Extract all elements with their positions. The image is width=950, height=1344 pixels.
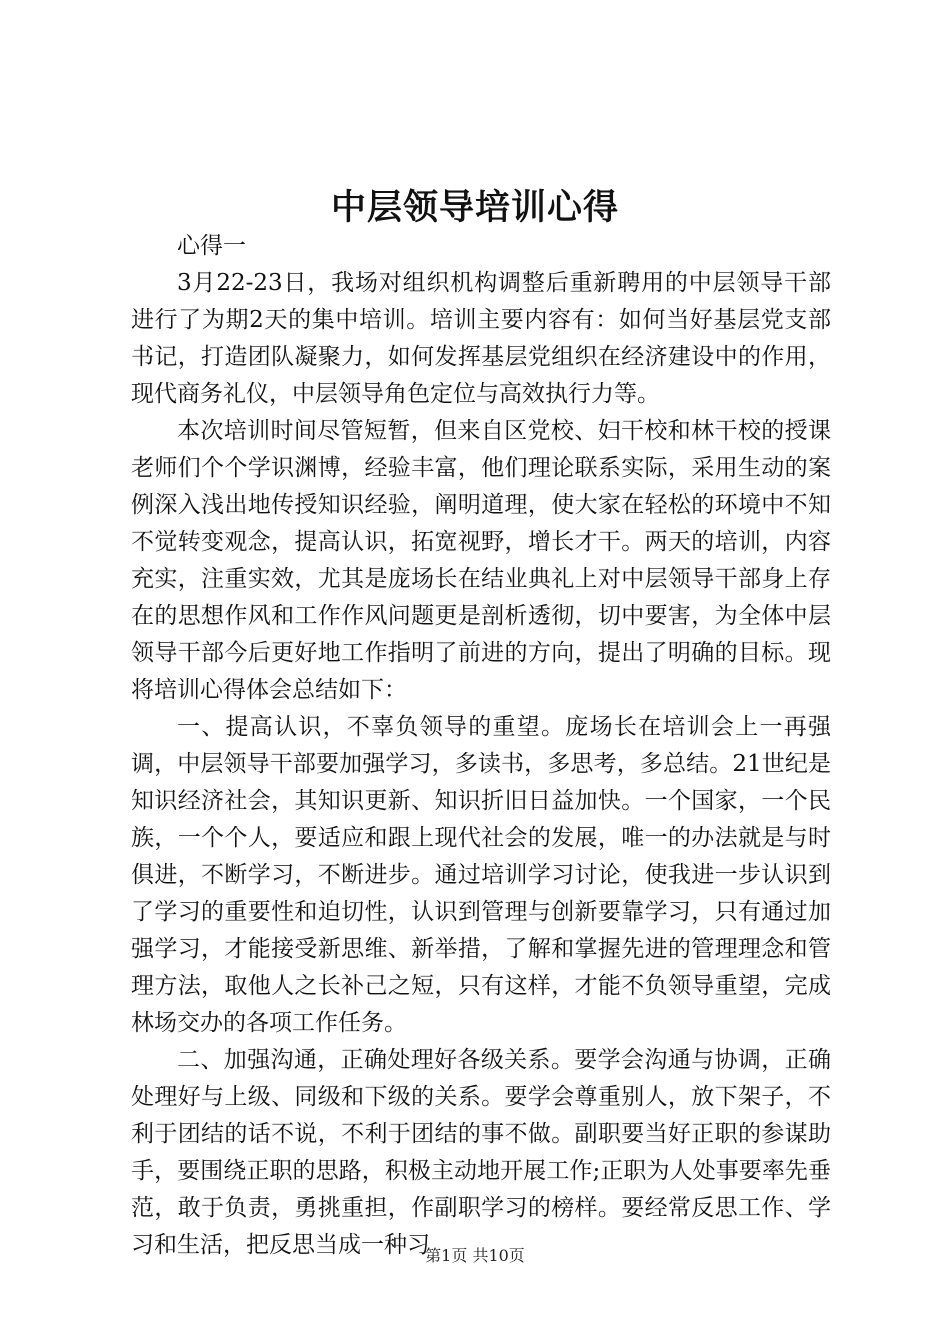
paragraph-3: 一、提高认识，不辜负领导的重望。庞场长在培训会上一再强调，中层领导干部要加强学习，多读书，多思考，多总结。21世纪是知识经济社会，其知识更新、知识折旧日益加快。一个国家，一个民族，一个个人，要适应和跟上现代社会的发展，唯一的办法就是与时俱进，不断学习，不断进步。通过培训学习讨论，使我进一步认识到了学习的重要性和迫切性，认识到管理与创新要靠学习，只有通过加强学习，才能接受新思维、新举措，了解和掌握先进的管理理念和管理方法，取他人之长补己之短，只有这样，才能不负领导重望，完成林场交办的各项工作任务。 bbox=[131, 714, 831, 1036]
paragraph-2: 本次培训时间尽管短暂，但来自区党校、妇干校和林干校的授课老师们个个学识渊博，经验丰富，他们理论联系实际，采用生动的案例深入浅出地传授知识经验，阐明道理，使大家在轻松的环境中不知不觉转变观念，提高认识，拓宽视野，增长才干。两天的培训，内容充实，注重实效，尤其是庞场长在结业典礼上对中层领导干部身上存在的思想作风和工作作风问题更是剖析透彻，切中要害，为全体中层领导干部今后更好地工作指明了前进的方向，提出了明确的目标。现将培训心得体会总结如下： bbox=[131, 418, 831, 703]
page-number-footer: 第1页 共10页 bbox=[425, 1246, 525, 1265]
document-body bbox=[131, 228, 831, 1264]
section-subheading: 心得一 bbox=[177, 233, 246, 259]
document-title: 中层领导培训心得 bbox=[330, 187, 619, 228]
paragraph-1: 3月22-23日，我场对组织机构调整后重新聘用的中层领导干部进行了为期2天的集中培训。培训主要内容有：如何当好基层党支部书记，打造团队凝聚力，如何发挥基层党组织在经济建设中的作用，现代商务礼仪，中层领导角色定位与高效执行力等。 bbox=[131, 270, 831, 407]
paragraph-4: 二、加强沟通，正确处理好各级关系。要学会沟通与协调，正确处理好与上级、同级和下级的关系。要学会尊重别人，放下架子，不利于团结的话不说，不利于团结的事不做。副职要当好正职的参谋助手，要围绕正职的思路，积极主动地开展工作;正职为人处事要率先垂范，敢于负责，勇挑重担，作副职学习的榜样。要经常反思工作、学习和生活，把反思当成一种习 bbox=[131, 1047, 831, 1258]
